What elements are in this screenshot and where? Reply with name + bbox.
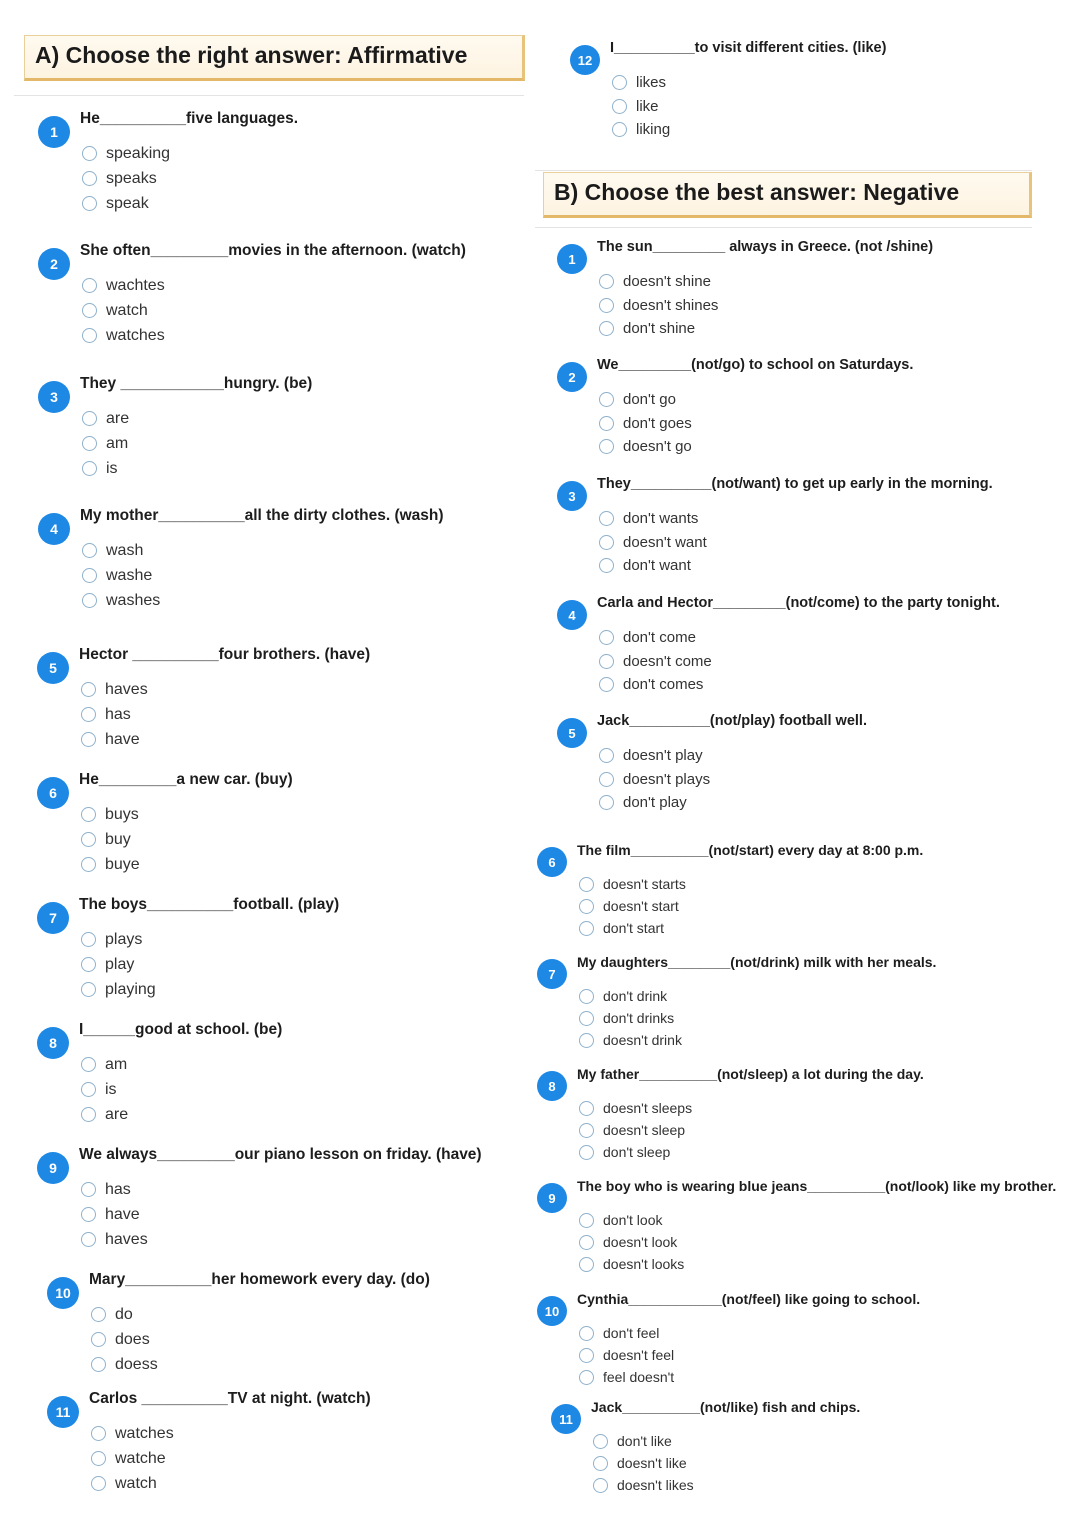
radio-button[interactable]: [579, 1123, 594, 1138]
answer-option-label: doesn't shine: [623, 273, 711, 290]
radio-button[interactable]: [579, 899, 594, 914]
radio-button[interactable]: [579, 1348, 594, 1363]
answer-option-label: don't come: [623, 629, 696, 646]
section-b-title: B) Choose the best answer: Negative: [543, 172, 1032, 218]
radio-button[interactable]: [599, 795, 614, 810]
answer-option-label: buye: [105, 856, 140, 873]
answer-option-label: have: [105, 731, 140, 748]
question-number-badge: 3: [557, 481, 587, 511]
question-text: Cynthia____________(not/feel) like going to school.: [577, 1291, 921, 1307]
radio-button[interactable]: [81, 1207, 96, 1222]
answer-option-label: don't look: [603, 1212, 663, 1228]
radio-button[interactable]: [579, 1011, 594, 1026]
radio-button[interactable]: [82, 278, 97, 293]
question-text: I__________to visit different cities. (like): [610, 40, 887, 56]
answer-option-label: speaks: [106, 170, 157, 187]
radio-button[interactable]: [81, 832, 96, 847]
answer-option-label: don't play: [623, 794, 687, 811]
question-text: The boys__________football. (play): [79, 896, 340, 913]
answer-option-label: are: [105, 1106, 129, 1123]
answer-option-label: doesn't likes: [617, 1477, 694, 1493]
answer-option-label: buy: [105, 831, 131, 848]
radio-button[interactable]: [599, 535, 614, 550]
answer-option-label: don't goes: [623, 414, 692, 432]
question-text: The boy who is wearing blue jeans__________(not/look) like my brother.: [577, 1178, 1057, 1194]
radio-button[interactable]: [579, 1033, 594, 1048]
radio-button[interactable]: [82, 146, 97, 161]
answer-option-label: watche: [115, 1450, 166, 1467]
question-number-badge: 6: [537, 847, 567, 877]
question-number-badge: 2: [557, 362, 587, 392]
answer-option-label: is: [106, 460, 118, 477]
question-text: Hector __________four brothers. (have): [79, 646, 371, 663]
question-text: The film__________(not/start) every day at 8:00 p.m.: [577, 842, 924, 858]
answer-option-label: don't comes: [623, 676, 704, 693]
radio-button[interactable]: [82, 568, 97, 583]
answer-option-label: play: [105, 956, 135, 973]
radio-button[interactable]: [91, 1476, 106, 1491]
radio-button[interactable]: [91, 1307, 106, 1322]
question-text: My father__________(not/sleep) a lot during the day.: [577, 1066, 924, 1082]
answer-option-label: buys: [105, 806, 139, 823]
radio-button[interactable]: [579, 1145, 594, 1160]
answer-option-label: doesn't looks: [603, 1256, 685, 1272]
answer-option-label: doesn't play: [623, 747, 703, 764]
answer-option-label: washes: [106, 592, 161, 609]
answer-option-label: likes: [636, 74, 667, 91]
radio-button[interactable]: [593, 1478, 608, 1493]
question-number-badge: 8: [537, 1071, 567, 1101]
answer-option-label: am: [106, 435, 129, 452]
radio-button[interactable]: [579, 1213, 594, 1228]
question-text: Jack__________(not/play) football well.: [597, 713, 867, 729]
section-a-title: A) Choose the right answer: Affirmative: [24, 35, 525, 81]
question-number-badge: 10: [537, 1296, 567, 1326]
answer-option-label: don't start: [603, 920, 665, 936]
question-text: He__________five languages.: [80, 110, 298, 127]
question-number-badge: 7: [537, 959, 567, 989]
question-number-badge: 9: [537, 1183, 567, 1213]
radio-button[interactable]: [579, 1257, 594, 1272]
answer-option-label: haves: [105, 1231, 148, 1248]
radio-button[interactable]: [82, 411, 97, 426]
answer-option-label: playing: [105, 981, 156, 998]
answer-option-label: doesn't starts: [603, 876, 686, 892]
radio-button[interactable]: [81, 807, 96, 822]
answer-option-label: doesn't sleep: [603, 1122, 686, 1138]
answer-option-label: watches: [106, 327, 165, 344]
radio-button[interactable]: [579, 1370, 594, 1385]
answer-option-label: doesn't like: [617, 1455, 687, 1471]
answer-option-label: doesn't come: [623, 652, 712, 670]
answer-option-label: am: [105, 1056, 128, 1073]
radio-button[interactable]: [579, 1235, 594, 1250]
answer-option-label: don't sleep: [603, 1144, 671, 1160]
answer-option-label: don't shine: [623, 320, 696, 337]
radio-button[interactable]: [91, 1332, 106, 1347]
radio-button[interactable]: [81, 1107, 96, 1122]
radio-button[interactable]: [579, 1326, 594, 1341]
question-number-badge: 5: [557, 718, 587, 748]
answer-option-label: like: [636, 97, 659, 115]
answer-option-label: are: [106, 410, 130, 427]
question-number-badge: 1: [38, 116, 70, 148]
answer-option-label: doesn't start: [603, 898, 679, 914]
answer-option-label: is: [105, 1081, 117, 1098]
radio-button[interactable]: [81, 707, 96, 722]
answer-option-label: wachtes: [106, 277, 165, 294]
divider: [14, 95, 524, 96]
radio-button[interactable]: [599, 298, 614, 313]
answer-option-label: doesn't drink: [603, 1032, 682, 1048]
answer-option-label: doesn't plays: [623, 770, 711, 788]
answer-option-label: speaking: [106, 145, 171, 162]
answer-option-label: don't drink: [603, 988, 668, 1004]
question-text: Jack__________(not/like) fish and chips.: [591, 1399, 861, 1415]
question-text: I______good at school. (be): [79, 1021, 283, 1038]
radio-button[interactable]: [599, 748, 614, 763]
answer-option-label: don't feel: [603, 1325, 660, 1341]
question-text: He_________a new car. (buy): [79, 771, 293, 788]
radio-button[interactable]: [82, 196, 97, 211]
radio-button[interactable]: [579, 1101, 594, 1116]
answer-option-label: wash: [106, 542, 144, 559]
question-text: She often_________movies in the afternoon. (watch): [80, 242, 466, 259]
answer-option-label: don't drinks: [603, 1010, 675, 1026]
answer-option-label: speak: [106, 195, 149, 212]
question-number-badge: 8: [37, 1027, 69, 1059]
radio-button[interactable]: [91, 1357, 106, 1372]
radio-button[interactable]: [612, 99, 627, 114]
question-number-badge: 2: [38, 248, 70, 280]
answer-option-label: feel doesn't: [603, 1369, 675, 1385]
radio-button[interactable]: [82, 436, 97, 451]
radio-button[interactable]: [599, 677, 614, 692]
question-number-badge: 11: [551, 1404, 581, 1434]
radio-button[interactable]: [82, 328, 97, 343]
radio-button[interactable]: [81, 982, 96, 997]
radio-button[interactable]: [612, 122, 627, 137]
radio-button[interactable]: [593, 1456, 608, 1471]
radio-button[interactable]: [599, 392, 614, 407]
radio-button[interactable]: [81, 682, 96, 697]
radio-button[interactable]: [593, 1434, 608, 1449]
answer-option-label: watch: [106, 302, 148, 319]
radio-button[interactable]: [82, 543, 97, 558]
question-text: Carlos __________TV at night. (watch): [89, 1390, 371, 1407]
radio-button[interactable]: [81, 732, 96, 747]
question-number-badge: 6: [37, 777, 69, 809]
radio-button[interactable]: [599, 558, 614, 573]
question-text: We_________(not/go) to school on Saturdays.: [597, 357, 914, 373]
radio-button[interactable]: [599, 321, 614, 336]
answer-option-label: liking: [636, 121, 671, 138]
question-number-badge: 1: [557, 244, 587, 274]
radio-button[interactable]: [612, 75, 627, 90]
answer-option-label: doess: [115, 1356, 158, 1373]
radio-button[interactable]: [91, 1426, 106, 1441]
answer-option-label: don't want: [623, 557, 691, 574]
question-text: They__________(not/want) to get up early in the morning.: [597, 476, 993, 492]
radio-button[interactable]: [81, 1057, 96, 1072]
answer-option-label: doesn't sleeps: [603, 1100, 693, 1116]
radio-button[interactable]: [599, 511, 614, 526]
answer-option-label: doesn't shines: [623, 296, 719, 314]
radio-button[interactable]: [81, 932, 96, 947]
question-number-badge: 5: [37, 652, 69, 684]
question-number-badge: 7: [37, 902, 69, 934]
radio-button[interactable]: [599, 274, 614, 289]
radio-button[interactable]: [81, 1182, 96, 1197]
radio-button[interactable]: [599, 439, 614, 454]
answer-option-label: do: [115, 1306, 133, 1323]
answer-option-label: don't wants: [623, 510, 699, 527]
question-number-badge: 11: [47, 1396, 79, 1428]
answer-option-label: washe: [106, 567, 153, 584]
answer-option-label: doesn't feel: [603, 1347, 675, 1363]
radio-button[interactable]: [81, 1082, 96, 1097]
answer-option-label: don't go: [623, 391, 676, 408]
question-number-badge: 4: [557, 600, 587, 630]
radio-button[interactable]: [579, 921, 594, 936]
question-number-badge: 9: [37, 1152, 69, 1184]
radio-button[interactable]: [82, 303, 97, 318]
question-number-badge: 4: [38, 513, 70, 545]
question-number-badge: 3: [38, 381, 70, 413]
answer-option-label: does: [115, 1331, 150, 1348]
answer-option-label: has: [105, 706, 131, 723]
answer-option-label: have: [105, 1206, 140, 1223]
question-text: The sun_________ always in Greece. (not /shine): [597, 239, 934, 255]
answer-option-label: doesn't look: [603, 1234, 678, 1250]
divider: [535, 227, 1032, 228]
question-number-badge: 10: [47, 1277, 79, 1309]
question-text: My daughters________(not/drink) milk with her meals.: [577, 954, 937, 970]
radio-button[interactable]: [81, 1232, 96, 1247]
answer-option-label: don't like: [617, 1433, 672, 1449]
question-text: Carla and Hector_________(not/come) to the party tonight.: [597, 595, 1000, 611]
answer-option-label: plays: [105, 931, 143, 948]
radio-button[interactable]: [82, 171, 97, 186]
radio-button[interactable]: [579, 877, 594, 892]
answer-option-label: has: [105, 1181, 131, 1198]
radio-button[interactable]: [81, 857, 96, 872]
radio-button[interactable]: [579, 989, 594, 1004]
answer-option-label: doesn't go: [623, 438, 692, 455]
answer-option-label: watches: [115, 1425, 174, 1442]
question-text: Mary__________her homework every day. (do): [89, 1271, 430, 1288]
question-text: We always_________our piano lesson on friday. (have): [79, 1146, 482, 1163]
radio-button[interactable]: [599, 654, 614, 669]
radio-button[interactable]: [599, 630, 614, 645]
question-text: They ____________hungry. (be): [80, 375, 313, 392]
question-text: My mother__________all the dirty clothes. (wash): [80, 507, 444, 524]
radio-button[interactable]: [81, 957, 96, 972]
answer-option-label: haves: [105, 681, 148, 698]
question-number-badge: 12: [570, 45, 600, 75]
radio-button[interactable]: [599, 416, 614, 431]
radio-button[interactable]: [599, 772, 614, 787]
answer-option-label: doesn't want: [623, 533, 707, 551]
answer-option-label: watch: [115, 1475, 157, 1492]
radio-button[interactable]: [91, 1451, 106, 1466]
divider: [535, 170, 1032, 171]
radio-button[interactable]: [82, 593, 97, 608]
radio-button[interactable]: [82, 461, 97, 476]
